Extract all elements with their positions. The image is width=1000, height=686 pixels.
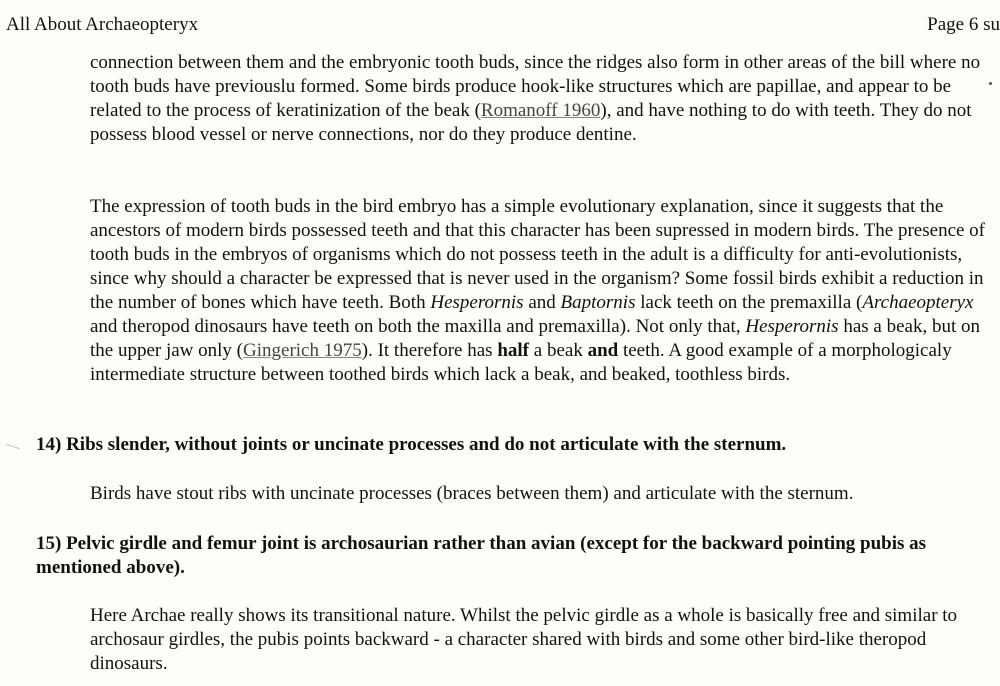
citation-link[interactable]: Gingerich 1975 xyxy=(243,340,362,361)
page-number: Page 6 su xyxy=(927,14,1000,35)
citation-link[interactable]: Romanoff 1960 xyxy=(480,100,601,121)
paragraph-tooth-buds: The expression of tooth buds in the bird embryo has a simple evolutionary explanation, since it suggests that the ancestors of modern birds possessed teeth and that this character has been supressed in modern birds. The presence of tooth buds in the embryos of organisms which do not possess teeth in the adult is a difficulty for anti-evolutionists, since why should a character be expressed that is never used in the organism? Some fossil birds exhibit a reduction in the number of bones which have teeth. Both Hesperornis and Baptornis lack teeth on the premaxilla (Archaeopteryx and theropod dinosaurs have teeth on both the maxilla and premaxilla). Not only that, Hesperornis has a beak, but on the upper jaw only (Gingerich 1975). It therefore has half a beak and teeth. A good example of a morphologicaly intermediate structure between toothed birds which lack a beak, and beaked, toothless birds. xyxy=(90,196,986,385)
scan-mark xyxy=(6,444,20,449)
paragraph-ribs: Birds have stout ribs with uncinate processes (braces between them) and articulate with the sternum. xyxy=(90,483,854,504)
scan-speck xyxy=(989,82,992,85)
paragraph-tooth-ridges: connection between them and the embryonic tooth buds, since the ridges also form in other areas of the bill where no tooth buds have previouslu formed. Some birds produce hook-like structures which are papillae, and appear to be related to the process of keratinization of the beak (Romanoff 1960), and have nothing to do with teeth. They do not possess blood vessel or nerve connections, nor do they produce dentine. xyxy=(90,52,981,145)
paragraph-pelvic-girdle: Here Archae really shows its transitional nature. Whilst the pelvic girdle as a whole is basically free and similar to archosaur girdles, the pubis points backward - a character shared with birds and some other bird-like theropod dinosaurs. xyxy=(90,605,958,674)
document-title: All About Archaeopteryx xyxy=(6,14,199,35)
section-heading-14: 14) Ribs slender, without joints or uncinate processes and do not articulate with the sternum. xyxy=(36,434,787,455)
section-heading-15: 15) Pelvic girdle and femur joint is archosaurian rather than avian (except for the backward pointing pubis as mentioned above). xyxy=(36,533,927,578)
